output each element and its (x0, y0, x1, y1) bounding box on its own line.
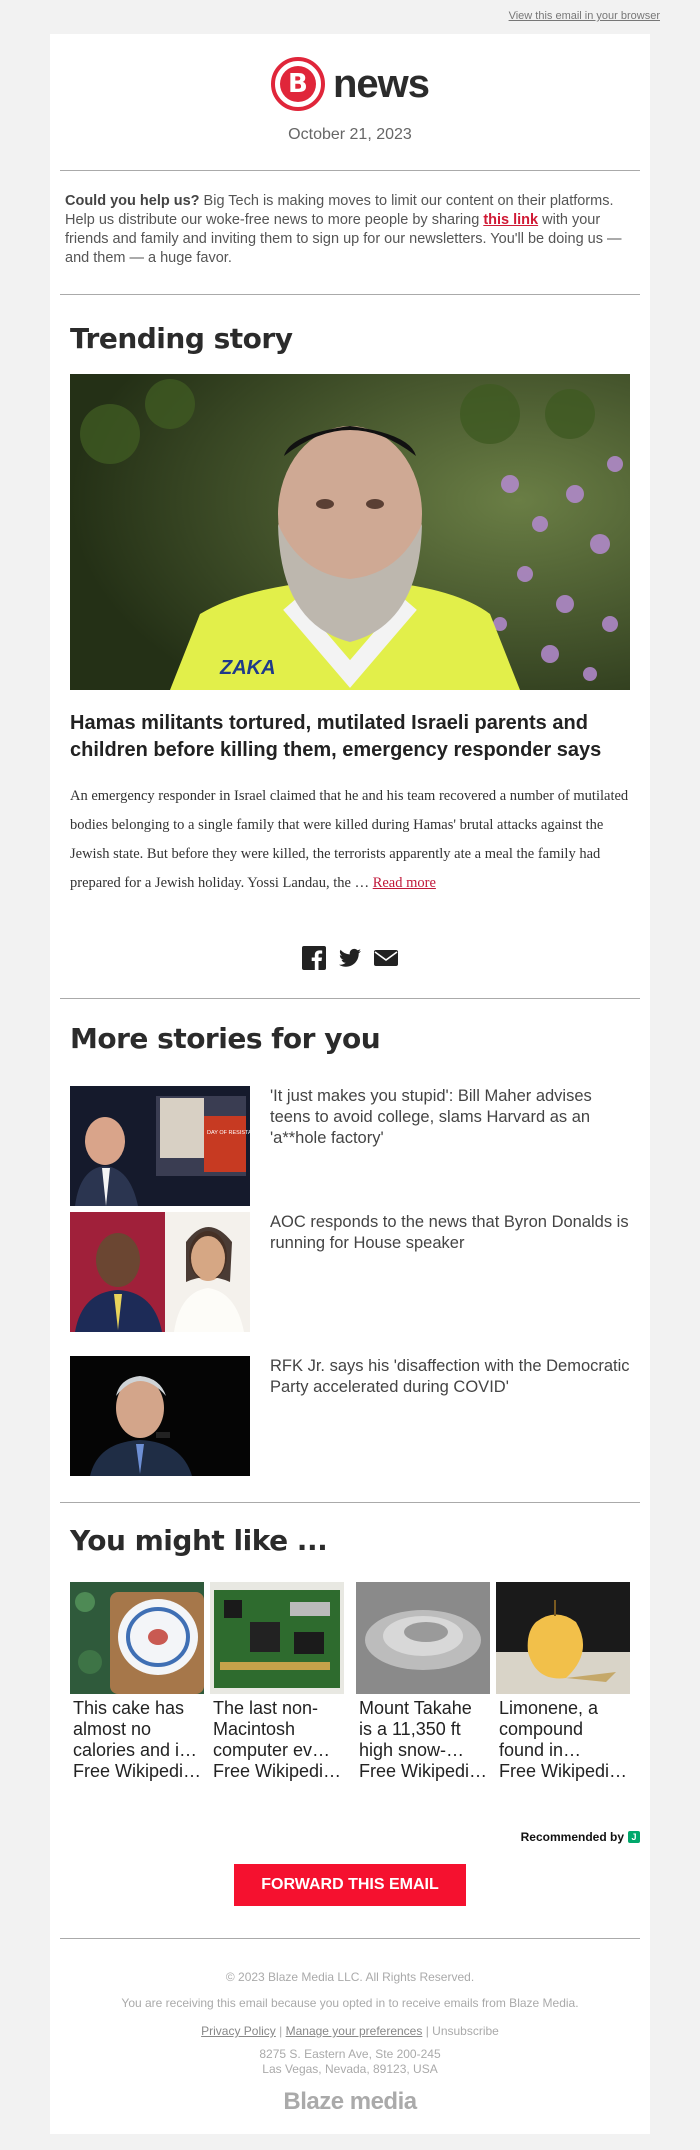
trending-heading: Trending story (70, 322, 293, 355)
divider (60, 1938, 640, 1939)
more-story-title[interactable]: 'It just makes you stupid': Bill Maher advises teens to avoid college, slams Harvard as an 'a**hole factory' (270, 1087, 592, 1147)
divider (60, 294, 640, 295)
more-story-title[interactable]: RFK Jr. says his 'disaffection with the Democratic Party accelerated during COVID' (270, 1357, 630, 1396)
address-line-1: 8275 S. Eastern Ave, Ste 200-245 (259, 2047, 441, 2061)
recommendation-source: Free Wikipedi… (213, 1761, 342, 1781)
recommendation-card[interactable] (496, 1582, 630, 1812)
more-story-title[interactable]: AOC responds to the news that Byron Donalds is running for House speaker (270, 1213, 629, 1252)
email-icon[interactable] (374, 946, 398, 970)
recommendation-title[interactable]: Mount Takahe is a 11,350 ft high snow-… (359, 1698, 472, 1760)
vest-text: ZAKA (220, 657, 276, 679)
unsubscribe-link[interactable]: Unsubscribe (432, 2024, 499, 2038)
recommended-by[interactable] (521, 1830, 640, 1844)
trending-story-title[interactable]: Hamas militants tortured, mutilated Israeli parents and children before killing them, emergency responder says (70, 712, 602, 761)
more-story-item[interactable] (70, 1356, 630, 1476)
brand-logo[interactable] (50, 54, 650, 114)
footer-separator: | (275, 2024, 286, 2038)
recommendation-source: Free Wikipedi… (73, 1761, 202, 1781)
copyright-text: © 2023 Blaze Media LLC. All Rights Reserved. (225, 1970, 475, 1984)
divider (60, 170, 640, 171)
address-line-2: Las Vegas, Nevada, 89123, USA (262, 2062, 438, 2076)
recommendation-image[interactable] (210, 1582, 344, 1694)
recommendation-image[interactable] (70, 1582, 204, 1694)
blaze-logo-icon (271, 57, 325, 111)
blaze-media-logo[interactable]: Blaze media (283, 2088, 417, 2115)
share-this-link[interactable]: this link (483, 212, 539, 228)
forward-email-button[interactable]: FORWARD THIS EMAIL (234, 1864, 466, 1906)
view-in-browser-link[interactable]: View this email in your browser (508, 10, 660, 22)
trending-story-image[interactable] (70, 374, 630, 690)
recommendation-card[interactable] (356, 1582, 490, 1812)
more-story-sign-text: DAY OF RESISTANCE (207, 1130, 264, 1136)
facebook-icon[interactable] (302, 946, 326, 970)
recommendation-image[interactable] (496, 1582, 630, 1694)
help-text-2: with your friends and family and inviting them to sign up for our newsletters. You'll be doing us — and them — a huge favor. (65, 212, 622, 266)
help-lead: Could you help us? (65, 193, 200, 209)
recommendation-source: Free Wikipedi… (359, 1761, 488, 1781)
more-story-thumbnail[interactable] (70, 1212, 250, 1332)
more-stories-heading: More stories for you (70, 1022, 381, 1055)
opt-in-notice: You are receiving this email because you opted in to receive emails from Blaze Media. (121, 1996, 579, 2010)
recommendation-source: Free Wikipedi… (499, 1761, 628, 1781)
privacy-policy-link[interactable]: Privacy Policy (201, 2024, 276, 2038)
top-bar (0, 0, 700, 34)
recommendation-card[interactable] (210, 1582, 344, 1812)
help-message (65, 192, 635, 268)
recommendation-title[interactable]: Limonene, a compound found in… (499, 1698, 599, 1760)
share-bar (50, 946, 650, 970)
you-might-like-heading: You might like ... (70, 1524, 328, 1557)
more-story-item[interactable] (70, 1212, 630, 1332)
footer-links (50, 2024, 650, 2038)
issue-date: October 21, 2023 (288, 126, 412, 143)
recommendation-title[interactable]: The last non-Macintosh computer ev… (213, 1698, 331, 1760)
jeeng-logo-icon: J (628, 1831, 640, 1843)
excerpt-text: An emergency responder in Israel claimed that he and his team recovered a number of mutilated bodies belonging to a single family that were killed during Hamas' brutal attacks against the Jewish state. But before they were killed, the terrorists apparently ate a meal the family had prepared for a Jewish holiday. Yossi Landau, the … (70, 788, 629, 891)
manage-preferences-link[interactable]: Manage your preferences (285, 2024, 423, 2038)
divider (60, 998, 640, 999)
trending-story-excerpt (70, 782, 630, 898)
logo-word: news (332, 61, 430, 106)
read-more-link[interactable]: Read more (372, 875, 436, 891)
email-card (50, 34, 650, 2134)
recommendation-title[interactable]: This cake has almost no calories and i… (73, 1698, 198, 1760)
more-story-item[interactable] (70, 1086, 630, 1206)
recommended-by-label: Recommended by (520, 1830, 624, 1844)
twitter-icon[interactable] (338, 946, 362, 970)
more-story-thumbnail[interactable] (70, 1086, 264, 1206)
more-story-thumbnail[interactable] (70, 1356, 250, 1476)
recommendation-card[interactable] (70, 1582, 204, 1812)
footer-separator: | (422, 2024, 433, 2038)
recommendation-image[interactable] (356, 1582, 490, 1694)
logo-letter: B (280, 66, 316, 102)
help-text-1: Big Tech is making moves to limit our content on their platforms. Help us distribute our woke-free news to more people by sharing (65, 193, 614, 228)
divider (60, 1502, 640, 1503)
